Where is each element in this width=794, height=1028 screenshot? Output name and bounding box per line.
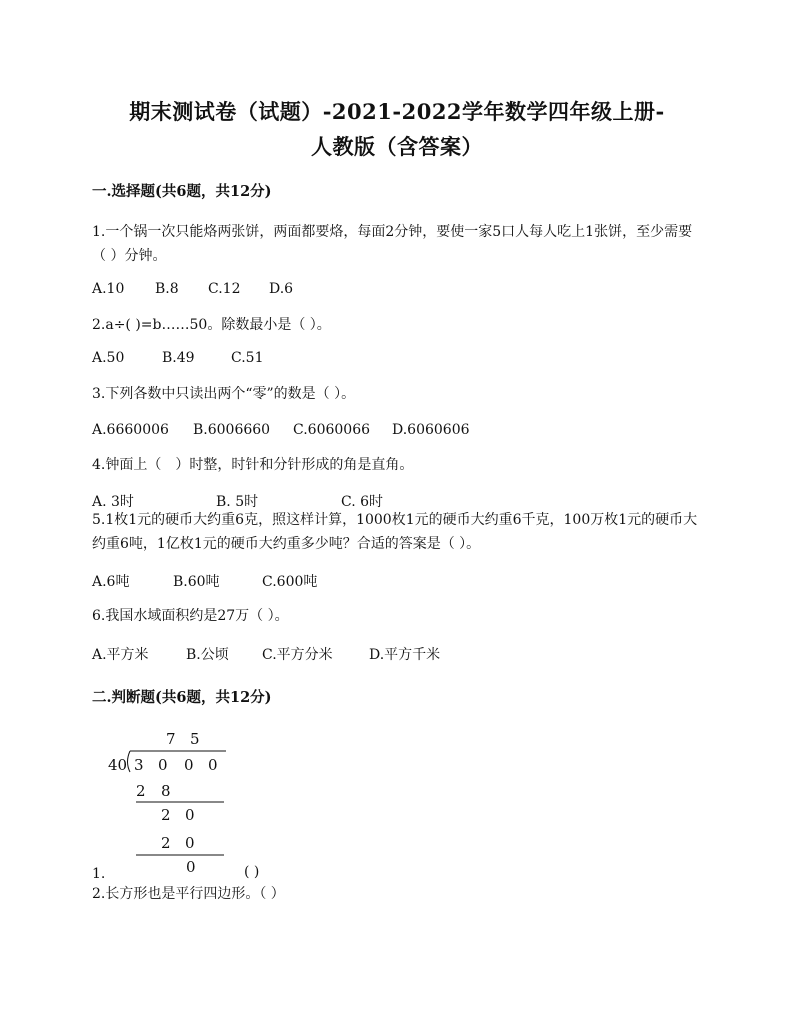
section-heading-choice: 一.选择题(共6题，共12分): [92, 183, 272, 200]
step-digit: 0: [185, 806, 195, 824]
question-6: 6.我国水域面积约是27万（ ）。: [92, 608, 289, 624]
dividend-digit: 3: [134, 756, 144, 774]
question-5: 5.1枚1元的硬币大约重6克，照这样计算，1000枚1元的硬币大约重6千克，100万枚1元的硬币大约重6吨，1亿枚1元的硬币大约重多少吨？合适的答案是（ ）。: [92, 512, 698, 552]
dividend-digit: 0: [208, 756, 218, 774]
dividend-digit: 0: [184, 756, 194, 774]
division-remainder: 0: [186, 858, 196, 876]
step-digit: 8: [161, 782, 171, 800]
quotient-digit: 7: [166, 730, 176, 748]
option-b: B.60吨: [173, 574, 220, 590]
option-b: B.8: [155, 281, 179, 297]
long-division-diagram: [100, 722, 280, 862]
option-c: C.6060066: [293, 422, 371, 438]
option-a: A. 3时: [92, 494, 134, 510]
option-d: D.6060606: [392, 422, 470, 438]
page-title-line2: 人教版（含答案）: [311, 134, 483, 159]
step-digit: 2: [136, 782, 146, 800]
option-c: C.51: [231, 350, 264, 366]
quotient-digit: 5: [190, 730, 200, 748]
page-title-line1: 期末测试卷（试题）-2021-2022学年数学四年级上册-: [129, 99, 665, 124]
step-digit: 2: [161, 806, 171, 824]
question-1: 1.一个锅一次只能烙两张饼，两面都要烙，每面2分钟，要使一家5口人每人吃上1张饼，至少需要（ ）分钟。: [92, 224, 693, 264]
option-a: A.10: [92, 281, 125, 297]
option-a: A.平方米: [92, 647, 149, 663]
option-b: B.公顷: [186, 647, 229, 663]
option-a: A.6吨: [92, 574, 130, 590]
judge-question-2: 2.长方形也是平行四边形。（ ）: [92, 886, 285, 902]
question-2: 2.a÷( )=b……50。除数最小是（ ）。: [92, 317, 331, 333]
option-a: A.50: [92, 350, 125, 366]
option-a: A.6660006: [92, 422, 169, 438]
option-d: D.6: [269, 281, 294, 297]
judge-question-1-paren: ( ): [244, 864, 260, 880]
section-heading-judge: 二.判断题(共6题，共12分): [92, 689, 272, 706]
option-b: B.6006660: [193, 422, 271, 438]
option-b: B. 5时: [216, 494, 259, 510]
option-c: C.平方分米: [262, 647, 333, 663]
option-c: C.600吨: [262, 574, 318, 590]
question-4: 4.钟面上（ ）时整，时针和分针形成的角是直角。: [92, 457, 414, 473]
dividend-digit: 0: [158, 756, 168, 774]
step-digit: 0: [185, 834, 195, 852]
question-3: 3.下列各数中只读出两个“零”的数是（ ）。: [92, 386, 356, 402]
divisor: 40: [108, 756, 128, 774]
option-c: C.12: [208, 281, 241, 297]
judge-question-1-number: 1.: [92, 866, 106, 882]
option-b: B.49: [162, 350, 195, 366]
division-bracket: [128, 751, 131, 772]
option-c: C. 6时: [341, 494, 384, 510]
step-digit: 2: [161, 834, 171, 852]
option-d: D.平方千米: [369, 647, 441, 663]
